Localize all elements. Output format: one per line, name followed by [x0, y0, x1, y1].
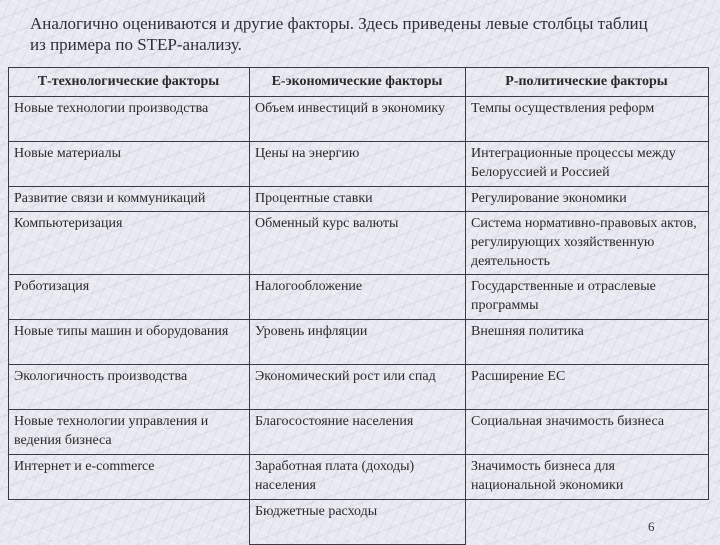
cell-economic: Благосостояние населения [250, 410, 466, 455]
cell-political: Значимость бизнеса для национальной экономики [466, 455, 709, 500]
cell-economic: Налогообложение [250, 275, 466, 320]
cell-technological-empty [9, 500, 250, 545]
cell-technological: Компьютеризация [9, 212, 250, 275]
cell-political: Темпы осуществления реформ [466, 97, 709, 142]
cell-economic: Экономический рост или спад [250, 365, 466, 410]
header-technological: Т-технологические факторы [9, 68, 250, 97]
table-row [9, 97, 709, 142]
table-row [9, 320, 709, 365]
table-row [9, 142, 709, 187]
table-row [9, 187, 709, 212]
cell-technological: Развитие связи и коммуникаций [9, 187, 250, 212]
table-row [9, 212, 709, 275]
cell-technological: Новые материалы [9, 142, 250, 187]
cell-economic: Объем инвестиций в экономику [250, 97, 466, 142]
cell-economic: Бюджетные расходы [250, 500, 466, 545]
cell-technological: Новые технологии управления и ведения бизнеса [9, 410, 250, 455]
table-row [9, 500, 709, 545]
page-number: 6 [648, 519, 655, 534]
cell-political: Система нормативно-правовых актов, регулирующих хозяйственную деятельность [466, 212, 709, 275]
intro-line-2: из примера по STEP-анализу. [30, 35, 242, 54]
cell-economic: Обменный курс валюты [250, 212, 466, 275]
cell-technological: Новые типы машин и оборудования [9, 320, 250, 365]
cell-technological: Роботизация [9, 275, 250, 320]
cell-economic: Процентные ставки [250, 187, 466, 212]
header-economic: Е-экономические факторы [250, 68, 466, 97]
intro-text [30, 13, 700, 55]
cell-economic: Цены на энергию [250, 142, 466, 187]
cell-political: Государственные и отраслевые программы [466, 275, 709, 320]
cell-political: Расширение ЕС [466, 365, 709, 410]
cell-technological: Экологичность производства [9, 365, 250, 410]
cell-technological: Интернет и e-commerce [9, 455, 250, 500]
intro-line-1: Аналогично оцениваются и другие факторы. Здесь приведены левые столбцы таблиц [30, 14, 648, 33]
cell-political: Внешняя политика [466, 320, 709, 365]
step-analysis-table-container [8, 67, 708, 545]
table-row [9, 365, 709, 410]
cell-technological: Новые технологии производства [9, 97, 250, 142]
table-row [9, 455, 709, 500]
cell-political: Социальная значимость бизнеса [466, 410, 709, 455]
header-political: Р-политические факторы [466, 68, 709, 97]
cell-political: Регулирование экономики [466, 187, 709, 212]
table-row [9, 275, 709, 320]
table-header-row [9, 68, 709, 97]
cell-economic: Заработная плата (доходы) населения [250, 455, 466, 500]
cell-political: Интеграционные процессы между Белоруссией и Россией [466, 142, 709, 187]
cell-economic: Уровень инфляции [250, 320, 466, 365]
cell-political-empty [466, 500, 709, 545]
step-analysis-table [8, 67, 709, 545]
table-row [9, 410, 709, 455]
